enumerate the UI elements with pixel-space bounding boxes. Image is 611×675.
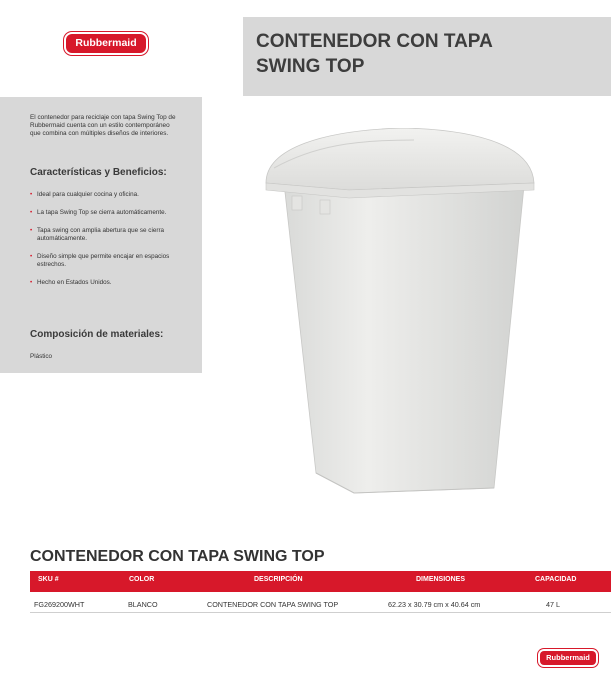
product-image xyxy=(254,128,544,508)
cell-color: BLANCO xyxy=(128,600,158,609)
table-header xyxy=(30,571,611,592)
feature-item: • Diseño simple que permite encajar en espacios estrechos. xyxy=(30,253,170,268)
title-box xyxy=(243,17,611,96)
header-sku: SKU # xyxy=(38,576,59,583)
cell-dimensions: 62.23 x 30.79 cm x 40.64 cm xyxy=(388,600,481,609)
bullet-icon: • xyxy=(30,227,33,234)
table-row xyxy=(30,597,611,613)
rubbermaid-logo: Rubbermaid xyxy=(66,34,146,53)
materials-heading: Composición de materiales: xyxy=(30,329,164,340)
cell-capacity: 47 L xyxy=(546,600,560,609)
features-list xyxy=(30,191,180,297)
header-capacity: CAPACIDAD xyxy=(535,576,577,583)
header-dimensions: DIMENSIONES xyxy=(416,576,466,583)
header-color: COLOR xyxy=(129,576,155,583)
materials-text: Plástico xyxy=(30,353,53,360)
product-intro: El contenedor para reciclaje con tapa Swing Top de Rubbermaid cuenta con un estilo contemporáneo que combina con múltiples diseños de interiores. xyxy=(30,114,176,137)
feature-item: • Ideal para cualquier cocina y oficina. xyxy=(30,191,139,198)
feature-item: • Tapa swing con amplia abertura que se cierra automáticamente. xyxy=(30,227,165,242)
feature-item: • La tapa Swing Top se cierra automáticamente. xyxy=(30,209,167,216)
cell-description: CONTENEDOR CON TAPA SWING TOP xyxy=(207,600,339,609)
bullet-icon: • xyxy=(30,279,33,286)
header-description: DESCRIPCIÓN xyxy=(254,576,303,583)
feature-item: • Hecho en Estados Unidos. xyxy=(30,279,112,286)
bullet-icon: • xyxy=(30,191,33,198)
page-title: CONTENEDOR CON TAPA SWING TOP xyxy=(256,31,493,77)
rubbermaid-logo-footer: Rubbermaid xyxy=(540,651,596,665)
bullet-icon: • xyxy=(30,253,33,260)
features-heading: Características y Beneficios: xyxy=(30,167,167,178)
table-title: CONTENEDOR CON TAPA SWING TOP xyxy=(30,548,325,565)
bullet-icon: • xyxy=(30,209,33,216)
cell-sku: FG269200WHT xyxy=(34,600,85,609)
